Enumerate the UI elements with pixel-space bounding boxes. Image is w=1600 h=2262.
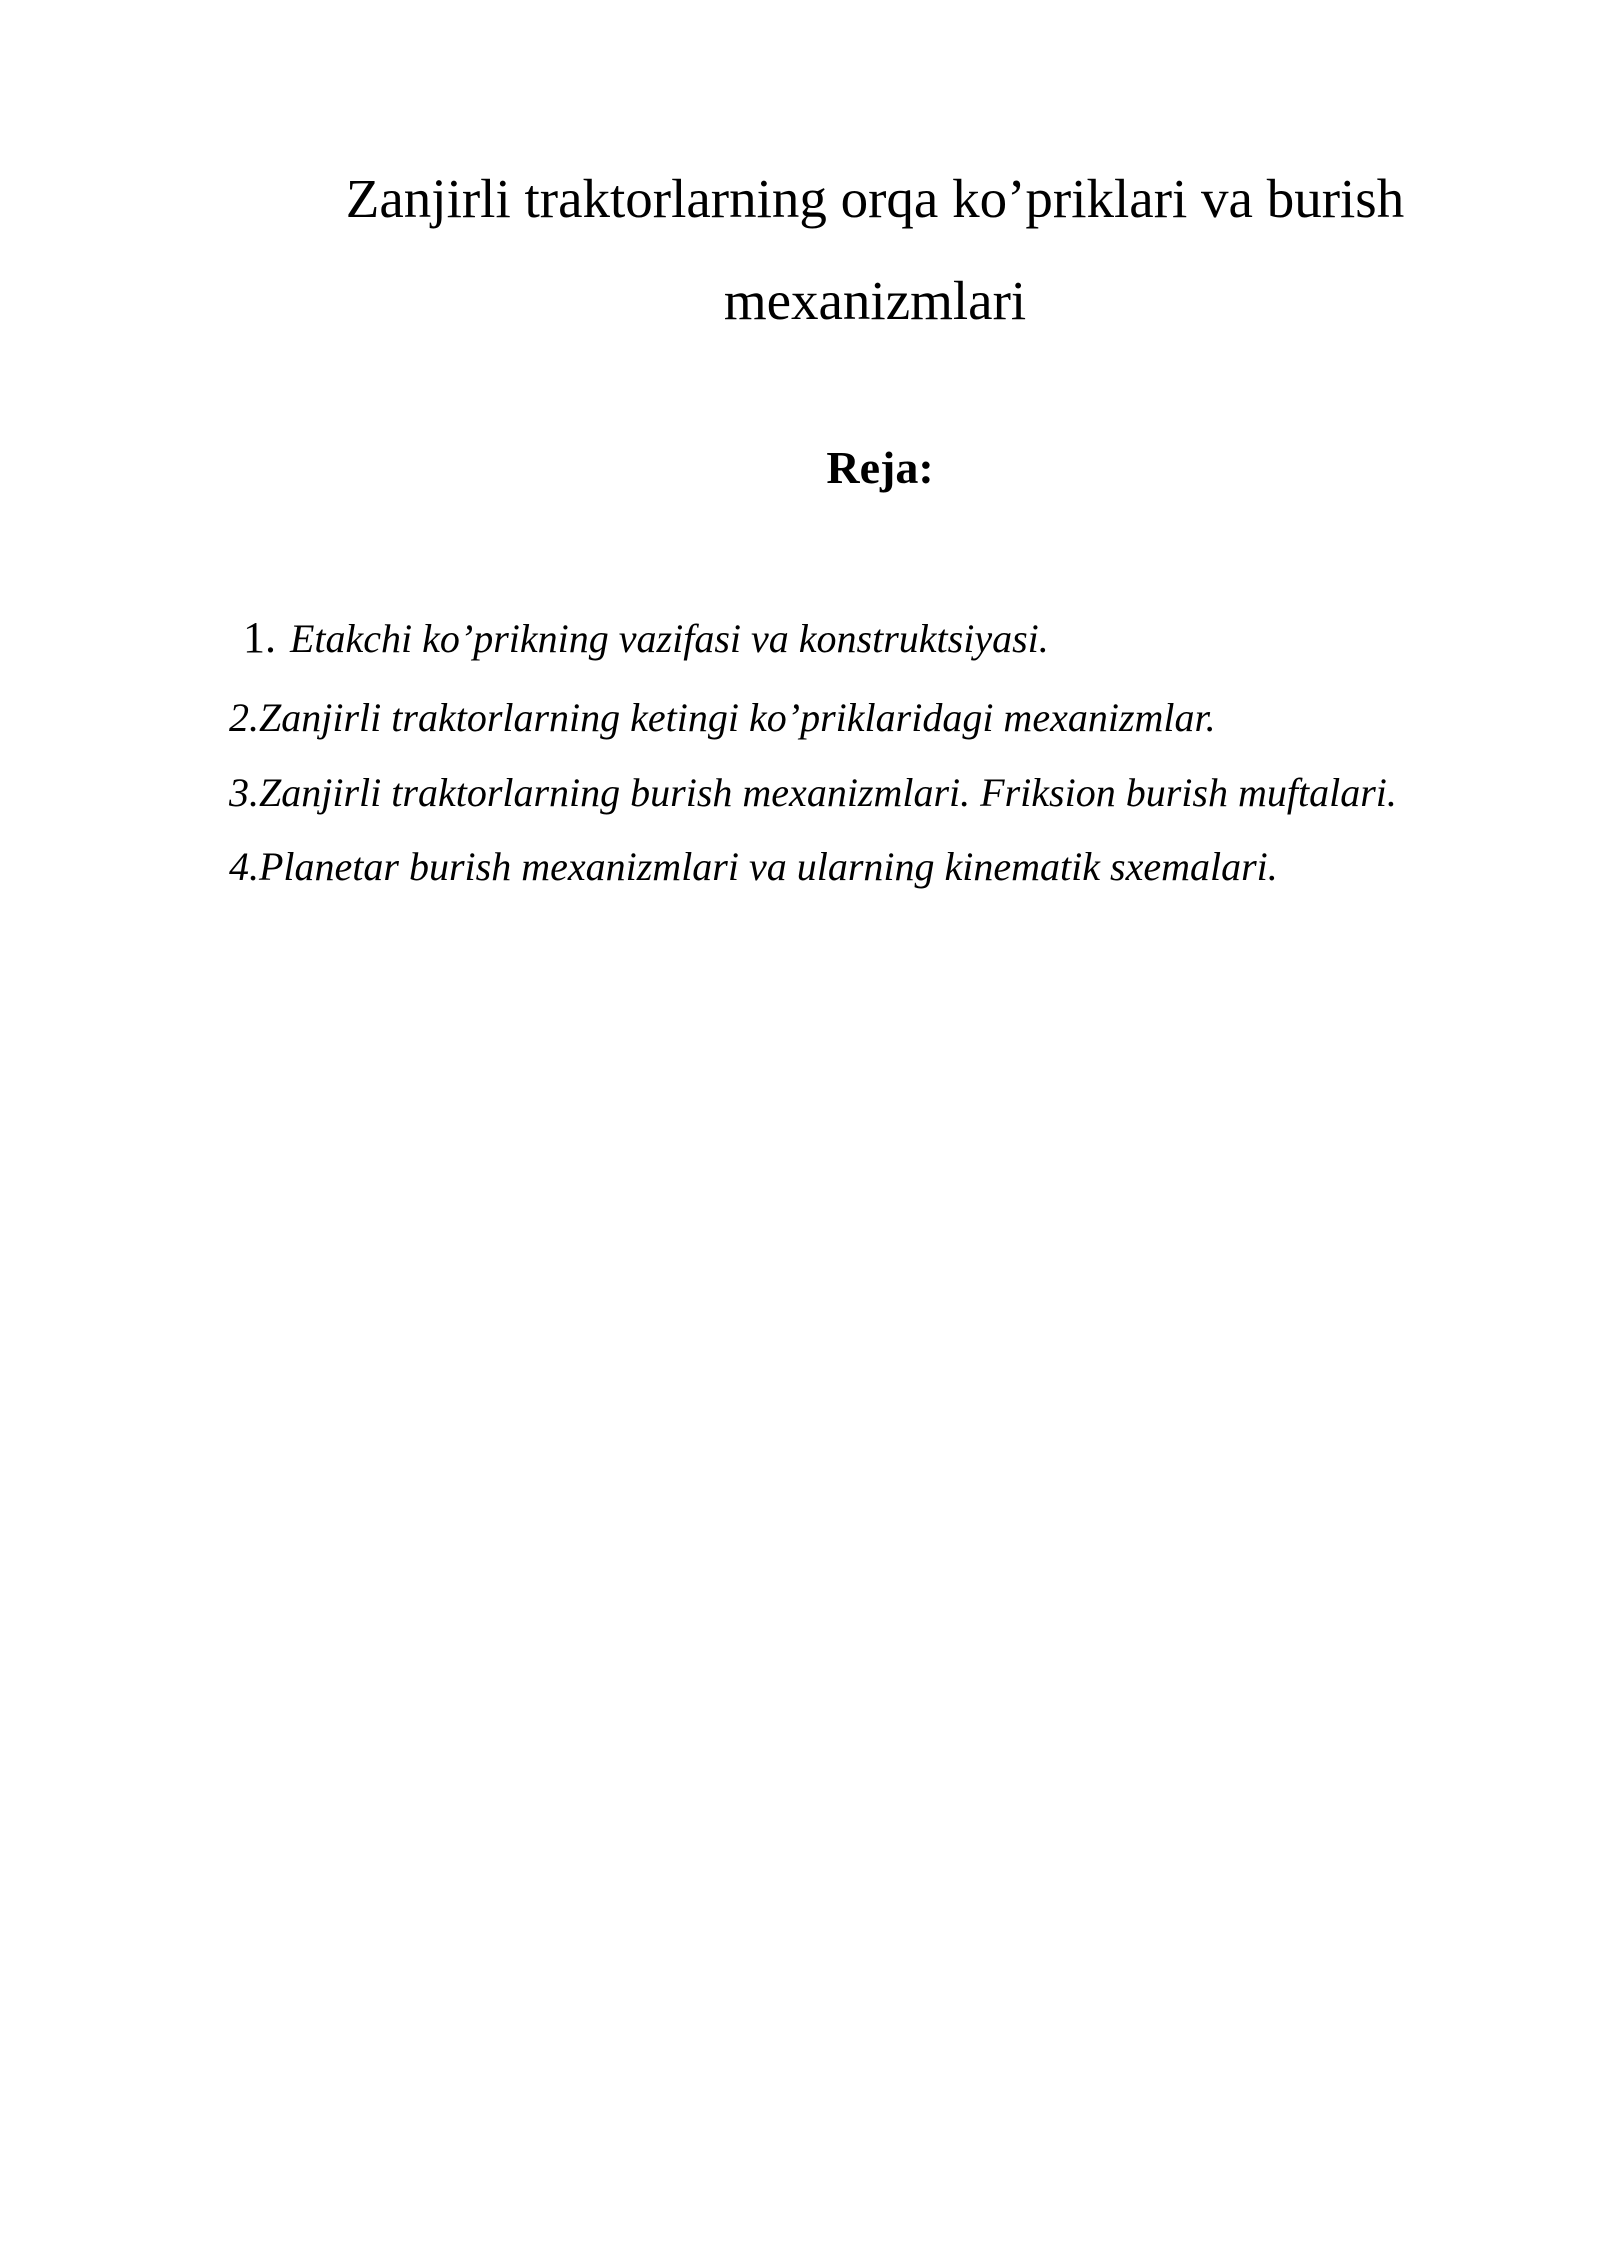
document-title-line-1: Zanjirli traktorlarning orqa ko’priklari va burish [345, 168, 1405, 229]
plan-item-2 [229, 692, 1216, 744]
plan-item-number: 4. [229, 844, 259, 889]
plan-item-number: 3. [229, 770, 259, 815]
plan-item-number: 1. [243, 613, 276, 662]
document-title-line-2: mexanizmlari [723, 270, 1027, 331]
plan-item-text: Planetar burish mexanizmlari va ularning kinematik sxemalari. [259, 844, 1278, 889]
plan-item-text: Zanjirli traktorlarning burish mexanizmlari. Friksion burish muftalari. [259, 770, 1397, 815]
document-title [220, 148, 1530, 352]
plan-item-text: Zanjirli traktorlarning ketingi ko’priklaridagi mexanizmlar. [259, 695, 1216, 740]
plan-item-number: 2. [229, 695, 259, 740]
plan-item-3 [229, 767, 1397, 819]
plan-item-1 [243, 612, 1049, 665]
plan-item-4 [229, 841, 1278, 893]
plan-item-text: Etakchi ko’prikning vazifasi va konstruktsiyasi. [290, 616, 1049, 661]
plan-heading: Reja: [826, 442, 934, 493]
